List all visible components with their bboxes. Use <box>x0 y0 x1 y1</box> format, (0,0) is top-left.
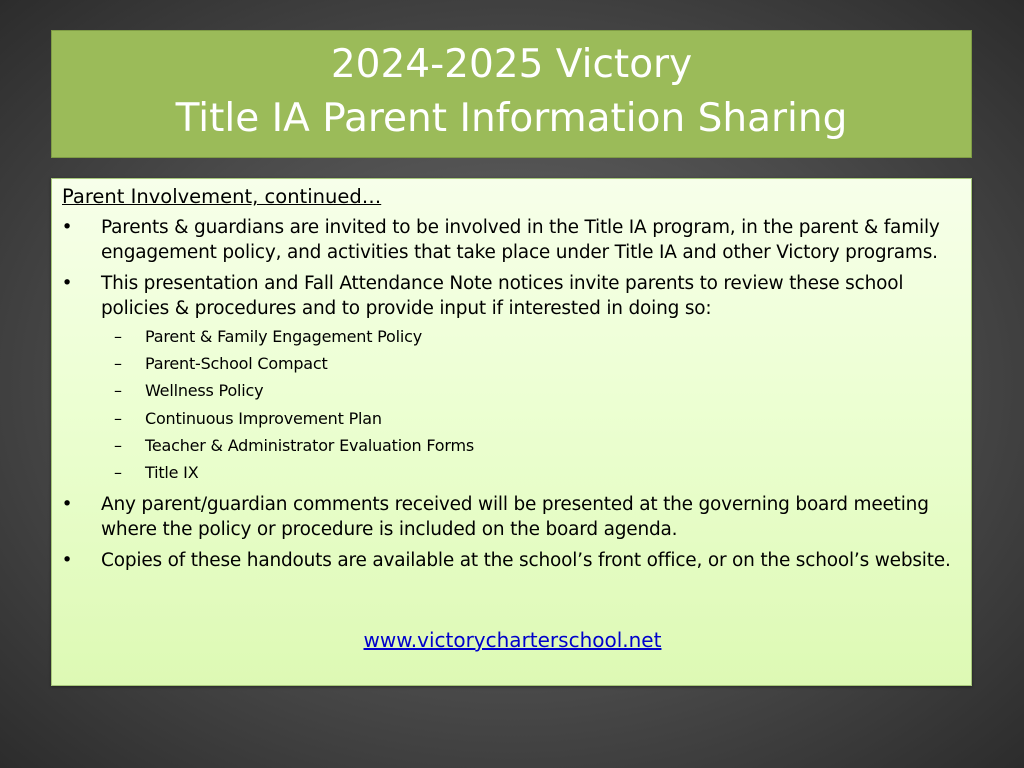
bullet-item <box>60 548 965 573</box>
sub-item-text: Parent & Family Engagement Policy <box>145 327 423 346</box>
title-line-1: 2024-2025 Victory <box>330 42 693 87</box>
sub-item-text: Wellness Policy <box>145 381 264 401</box>
sub-item-text: Parent-School Compact <box>145 354 328 374</box>
bullet-glyph: • <box>61 273 73 294</box>
bullet-glyph: • <box>61 217 73 238</box>
sub-list-item <box>60 323 965 350</box>
dash-glyph: – <box>114 435 122 455</box>
sub-list-item <box>60 405 965 432</box>
dash-glyph: – <box>114 327 122 346</box>
sub-item-text: Teacher & Administrator Evaluation Forms <box>145 435 475 455</box>
sub-list-item <box>60 377 965 404</box>
sub-item-text: Continuous Improvement Plan <box>145 408 382 428</box>
sub-list-item <box>60 459 965 486</box>
sub-item-text: Title IX <box>145 463 199 483</box>
dash-glyph: – <box>114 354 122 374</box>
policy-sub-list <box>101 323 965 486</box>
content-panel <box>51 178 972 686</box>
bullet-glyph: • <box>61 494 73 516</box>
title-banner <box>51 30 972 158</box>
bullet-text: Any parent/guardian comments received will be presented at the governing board meeting where the policy or procedure is included on the board agenda. <box>101 494 929 541</box>
bullet-text: Parents & guardians are invited to be involved in the Title IA program, in the parent & family engagement policy, and activities that take place under Title IA and other Victory programs. <box>101 217 940 263</box>
bullet-item <box>60 215 965 265</box>
dash-glyph: – <box>114 381 122 401</box>
title-line-2: Title IA Parent Information Sharing <box>175 96 848 141</box>
section-heading: Parent Involvement, continued… <box>62 185 382 208</box>
sub-list-item <box>60 350 965 377</box>
bullet-text: Copies of these handouts are available at the school’s front office, or on the school’s website. <box>101 550 951 572</box>
bullet-text: This presentation and Fall Attendance Note notices invite parents to review these school policies & procedures and to provide input if interested in doing so: <box>101 273 904 319</box>
dash-glyph: – <box>114 408 122 428</box>
bullet-item <box>60 271 965 486</box>
website-link-line <box>52 626 973 654</box>
sub-list-item <box>60 432 965 459</box>
bullet-list <box>60 215 965 579</box>
website-link[interactable]: www.victorycharterschool.net <box>363 628 662 652</box>
dash-glyph: – <box>114 463 122 483</box>
bullet-item <box>60 492 965 542</box>
bullet-glyph: • <box>61 550 73 572</box>
